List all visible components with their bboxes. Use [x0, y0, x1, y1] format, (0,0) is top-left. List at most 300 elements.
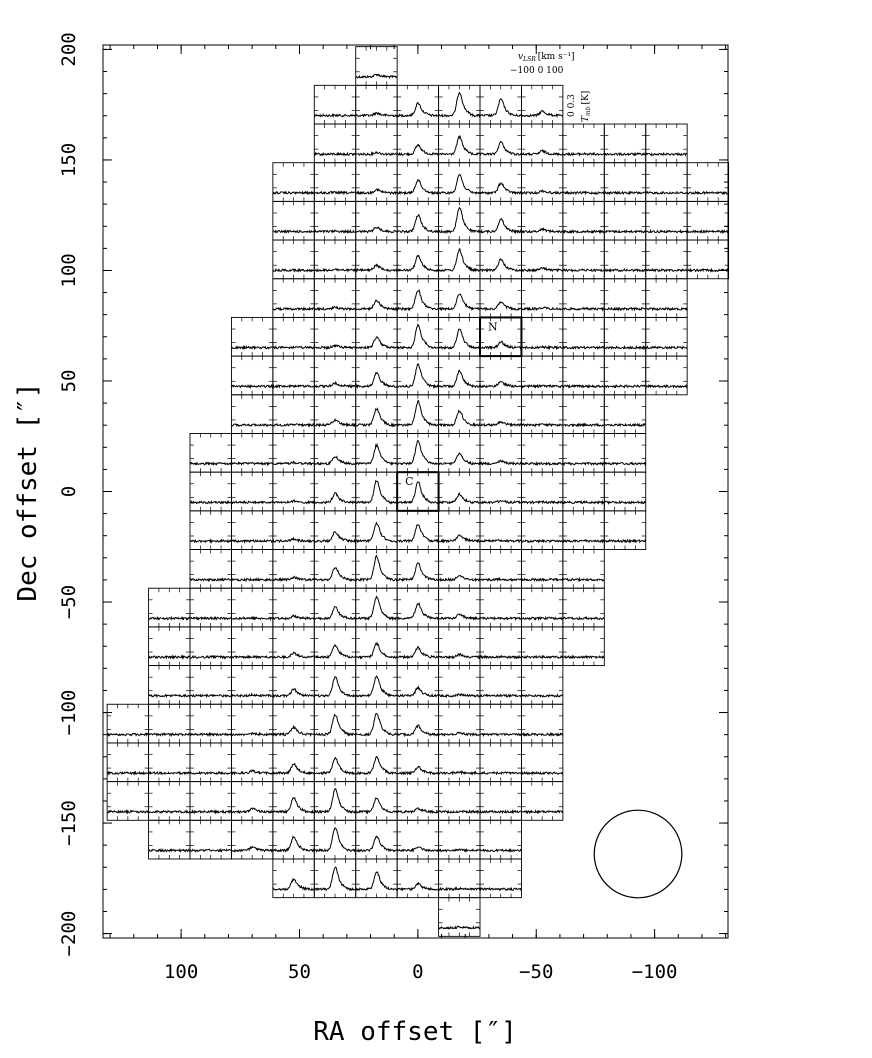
tmb-tick-labels: 0 0.3	[567, 94, 577, 117]
spectrum-panel-frame	[190, 550, 231, 589]
spectrum-line	[314, 867, 355, 890]
spectrum-panel-frame	[563, 356, 604, 395]
spectrum-line	[190, 463, 231, 465]
spectrum-line	[563, 579, 604, 581]
spectrum-panel-frame	[480, 279, 521, 318]
spectrum-panel-frame	[314, 356, 355, 395]
spectrum-panel-frame	[190, 782, 231, 821]
spectrum-panel-frame	[604, 472, 645, 511]
spectrum-line	[231, 733, 273, 736]
spectrum-panel	[397, 472, 438, 511]
spectrum-panel	[646, 356, 688, 395]
spectrum-panel-frame	[397, 859, 438, 898]
spectrum-line	[439, 175, 480, 194]
spectrum-panel	[314, 704, 355, 743]
spectrum-panel	[231, 704, 273, 743]
spectrum-panel-frame	[687, 240, 728, 279]
spectrum-line	[480, 382, 521, 388]
spectrum-panel	[356, 240, 398, 279]
spectrum-line	[439, 614, 480, 619]
y-tick-label: −150	[58, 800, 80, 846]
spectrum-line	[563, 385, 604, 387]
spectrum-line	[190, 772, 231, 774]
spectrum-panel-frame	[563, 511, 604, 550]
spectrum-panel-frame	[521, 666, 562, 705]
spectrum-line	[480, 540, 521, 543]
spectrum-panel-frame	[439, 550, 480, 589]
spectrum-panel	[397, 201, 438, 240]
spectrum-panel	[397, 433, 438, 472]
spectrum-panel	[314, 859, 355, 898]
spectrum-line	[521, 733, 563, 735]
x-tick-label: −50	[519, 961, 554, 983]
spectrum-panel	[314, 433, 355, 472]
spectrum-panel-frame	[314, 317, 355, 356]
spectrum-panel-frame	[356, 47, 397, 86]
spectrum-panel	[314, 627, 355, 666]
spectrum-panel-frame	[397, 279, 438, 318]
y-tick-label: −200	[58, 910, 80, 957]
spectrum-panel-frame	[314, 782, 355, 821]
spectrum-panel-frame	[273, 859, 314, 898]
spectrum-line	[314, 230, 355, 233]
spectrum-line	[397, 603, 438, 619]
spectrum-panel-frame	[356, 433, 397, 472]
spectrum-line	[273, 615, 314, 619]
spectrum-line	[521, 695, 563, 697]
spectrum-line	[356, 152, 398, 155]
spectrum-panel-frame	[190, 627, 231, 666]
spectrum-panel	[314, 124, 355, 163]
spectrum-panel-frame	[231, 433, 272, 472]
spectrum-line	[356, 643, 398, 658]
spectrum-panel	[480, 163, 521, 202]
spectrum-panel-frame	[273, 395, 314, 434]
spectrum-panel-frame	[397, 511, 438, 550]
spectrum-line	[480, 888, 521, 890]
spectrum-panel-frame	[397, 163, 438, 202]
spectrum-panel-frame	[314, 124, 355, 163]
spectrum-panel-frame	[149, 627, 190, 666]
spectrum-panel	[687, 201, 728, 240]
spectrum-line	[107, 811, 149, 813]
spectrum-panel-frame	[521, 317, 562, 356]
spectrum-panel	[521, 550, 563, 589]
spectrum-line	[231, 579, 273, 581]
spectrum-panel	[439, 201, 480, 240]
spectrum-panel	[314, 240, 355, 279]
spectrum-panel	[521, 279, 563, 318]
spectrum-panel-frame	[480, 511, 521, 550]
spectrum-line	[356, 836, 398, 851]
spectrum-line	[563, 347, 604, 349]
spectrum-panel-frame	[480, 201, 521, 240]
spectrum-panel	[149, 782, 190, 821]
spectrum-line	[439, 136, 480, 155]
spectrum-line	[314, 645, 355, 658]
spectrum-panel	[273, 550, 314, 589]
spectrum-panel	[439, 627, 480, 666]
spectrum-panel-frame	[107, 704, 148, 743]
spectrum-line	[439, 771, 480, 774]
spectrum-line	[190, 501, 231, 503]
spectrum-panel-frame	[273, 743, 314, 782]
spectrum-panel-frame	[604, 124, 645, 163]
spectrum-panel	[356, 550, 398, 589]
spectrum-line	[314, 345, 355, 349]
spectrum-panel-frame	[314, 666, 355, 705]
spectrum-panel-frame	[397, 782, 438, 821]
spectrum-line	[149, 617, 190, 619]
spectrum-panel-frame	[563, 550, 604, 589]
spectrum-panel-frame	[521, 704, 562, 743]
spectrum-panel-frame	[314, 85, 355, 124]
spectrum-panel	[314, 743, 355, 782]
spectrum-panel-frame	[604, 511, 645, 550]
spectrum-line	[231, 501, 273, 503]
spectrum-panel	[521, 240, 563, 279]
spectrum-panel	[521, 85, 563, 124]
spectrum-panel-frame	[439, 163, 480, 202]
spectrum-panel-frame	[563, 163, 604, 202]
spectrum-line	[273, 652, 314, 658]
spectrum-panel	[356, 47, 398, 86]
spectrum-panel-frame	[149, 820, 190, 859]
spectrum-panel	[687, 240, 728, 279]
spectrum-panel	[521, 356, 563, 395]
spectrum-panel	[231, 511, 273, 550]
spectrum-line	[397, 766, 438, 774]
spectrum-line	[397, 525, 438, 542]
spectrum-panel-frame	[480, 395, 521, 434]
highlight-label: N	[488, 320, 498, 334]
spectrum-panel-frame	[190, 511, 231, 550]
spectrum-panel	[107, 704, 149, 743]
spectrum-panel	[190, 666, 231, 705]
spectrum-panel-frame	[480, 704, 521, 743]
spectrum-panel-frame	[687, 201, 728, 240]
spectrum-panel	[439, 550, 480, 589]
spectrum-panel	[563, 124, 604, 163]
spectrum-panel-frame	[314, 279, 355, 318]
spectrum-line	[273, 798, 314, 813]
spectrum-panel-frame	[314, 472, 355, 511]
spectrum-line	[397, 401, 438, 426]
spectrum-line	[480, 422, 521, 426]
spectrum-panel	[439, 704, 480, 743]
spectrum-line	[231, 424, 273, 426]
spectrum-panel-frame	[356, 588, 397, 627]
spectrum-panel-frame	[563, 317, 604, 356]
spectrum-line	[439, 535, 480, 542]
spectrum-panel	[521, 472, 563, 511]
spectrum-line	[646, 192, 688, 194]
spectrum-panel-frame	[397, 356, 438, 395]
spectrum-line	[480, 183, 521, 194]
spectrum-panel	[480, 85, 521, 124]
spectrum-line	[687, 231, 728, 233]
spectrum-line	[646, 269, 688, 271]
spectrum-panel	[480, 743, 521, 782]
spectrum-panel-frame	[190, 588, 231, 627]
spectrum-line	[356, 189, 398, 194]
spectrum-panel	[439, 85, 480, 124]
spectrum-line	[314, 419, 355, 426]
spectrum-panel	[231, 433, 273, 472]
spectrum-panel-frame	[604, 240, 645, 279]
spectrum-panel-frame	[397, 124, 438, 163]
spectrum-panel	[439, 279, 480, 318]
spectrum-panel	[563, 163, 604, 202]
spectrum-line	[273, 424, 314, 426]
spectrum-panel	[439, 124, 480, 163]
spectrum-panel	[273, 433, 314, 472]
spectrum-line	[231, 694, 273, 697]
spectrum-panel-frame	[521, 240, 562, 279]
spectrum-panel-frame	[480, 782, 521, 821]
spectrum-panel	[273, 356, 314, 395]
spectrum-panel	[273, 859, 314, 898]
spectrum-panel	[273, 666, 314, 705]
spectrum-panel	[439, 395, 480, 434]
spectrum-line	[397, 687, 438, 697]
spectrum-panel-frame	[480, 743, 521, 782]
spectrum-panel	[190, 820, 231, 859]
spectrum-line	[397, 180, 438, 194]
spectrum-panel	[149, 627, 190, 666]
spectrum-panel	[149, 743, 190, 782]
spectrum-panel	[314, 820, 355, 859]
spectrum-panel-frame	[314, 859, 355, 898]
spectrum-line	[563, 192, 604, 194]
spectrum-panel-frame	[439, 859, 480, 898]
spectrum-panel	[439, 666, 480, 705]
spectrum-panel-frame	[231, 666, 272, 705]
spectrum-panel	[356, 704, 398, 743]
spectrum-panel-frame	[646, 317, 687, 356]
spectrum-line	[314, 828, 355, 852]
spectrum-line	[480, 578, 521, 580]
spectrum-line	[149, 772, 190, 774]
spectrum-line	[314, 382, 355, 387]
spectrum-panel	[231, 588, 273, 627]
spectrum-line	[397, 324, 438, 348]
spectrum-panel-frame	[439, 472, 480, 511]
spectrum-panel	[521, 704, 563, 743]
x-tick-label: 50	[288, 961, 311, 983]
highlighted-positions	[397, 317, 521, 510]
spectrum-panel-frame	[480, 124, 521, 163]
spectrum-panel-frame	[439, 666, 480, 705]
spectrum-line	[231, 770, 273, 774]
spectrum-line	[563, 656, 604, 658]
y-tick-label: −100	[58, 689, 80, 736]
spectrum-panel-frame	[480, 859, 521, 898]
spectrum-panel	[480, 472, 521, 511]
spectrum-panel	[356, 201, 398, 240]
spectrum-panel-frame	[356, 820, 397, 859]
spectrum-panel	[439, 743, 480, 782]
spectrum-panel	[604, 279, 645, 318]
spectrum-panel-frame	[439, 627, 480, 666]
highlight-box	[480, 317, 521, 356]
spectrum-panel-frame	[480, 163, 521, 202]
spectrum-panel	[273, 472, 314, 511]
spectrum-line	[480, 695, 521, 697]
spectrum-line	[480, 617, 521, 619]
x-axis-title: RA offset [″]	[313, 1017, 517, 1047]
spectrum-line	[604, 269, 645, 271]
spectrum-panel-frame	[604, 317, 645, 356]
spectrum-line	[646, 385, 688, 387]
spectrum-panel	[604, 356, 645, 395]
spectrum-line	[646, 153, 688, 155]
spectrum-panel	[231, 550, 273, 589]
spectrum-line	[231, 463, 273, 465]
spectrum-panel-frame	[604, 356, 645, 395]
spectrum-panel	[439, 317, 480, 356]
spectrum-panel-frame	[356, 782, 397, 821]
spectrum-line	[521, 190, 563, 194]
spectrum-panel	[563, 279, 604, 318]
spectrum-panel	[231, 472, 273, 511]
spectrum-panel-frame	[397, 666, 438, 705]
spectrum-line	[314, 715, 355, 736]
spectrum-panel-frame	[397, 85, 438, 124]
spectrum-line	[563, 424, 604, 426]
spectrum-line	[439, 654, 480, 659]
spectrum-panel	[231, 395, 273, 434]
spectrum-line	[521, 811, 563, 813]
spectrum-panel	[314, 85, 355, 124]
spectrum-panel	[563, 550, 604, 589]
spectrum-panel	[107, 743, 149, 782]
spectrum-panel	[190, 472, 231, 511]
spectrum-panel-frame	[563, 433, 604, 472]
spectrum-panel-frame	[149, 743, 190, 782]
spectrum-panel	[604, 433, 645, 472]
spectrum-panel	[231, 743, 273, 782]
spectrum-panel-frame	[356, 859, 397, 898]
spectrum-line	[273, 269, 314, 271]
spectrum-line	[397, 808, 438, 813]
spectrum-line	[314, 269, 355, 272]
spectrum-panel-frame	[273, 240, 314, 279]
spectrum-panel-frame	[231, 588, 272, 627]
spectrum-panel-frame	[149, 666, 190, 705]
spectrum-panel	[356, 782, 398, 821]
spectrum-panel-frame	[107, 782, 148, 821]
spectrum-panel	[273, 317, 314, 356]
spectrum-panel	[190, 743, 231, 782]
spectrum-panel	[521, 317, 563, 356]
spectrum-line	[314, 758, 355, 775]
spectrum-panel	[273, 201, 314, 240]
spectrum-line	[521, 617, 563, 619]
spectrum-panel-frame	[397, 317, 438, 356]
spectrum-panel	[356, 588, 398, 627]
spectrum-line	[521, 229, 563, 233]
spectrum-panel-frame	[480, 85, 521, 124]
spectrum-panel	[397, 859, 438, 898]
spectrum-line	[273, 385, 314, 387]
spectrum-line	[231, 808, 273, 813]
spectrum-panel-frame	[563, 395, 604, 434]
spectrum-line	[397, 103, 438, 117]
spectrum-panel-frame	[646, 201, 687, 240]
spectrum-line	[397, 145, 438, 155]
spectrum-line	[356, 227, 398, 232]
spectrum-line	[480, 772, 521, 774]
spectrum-panel-frame	[604, 395, 645, 434]
spectrum-panel	[190, 782, 231, 821]
spectrum-panel-frame	[687, 163, 728, 202]
spectrum-line	[604, 385, 645, 387]
spectrum-line	[231, 617, 273, 619]
spectrum-panel-frame	[521, 395, 562, 434]
spectrum-panel-frame	[563, 124, 604, 163]
spectrum-panel	[273, 743, 314, 782]
spectrum-panel-frame	[273, 820, 314, 859]
spectrum-line	[604, 424, 645, 426]
spectrum-panel	[480, 279, 521, 318]
spectrum-panel	[397, 743, 438, 782]
spectrum-panel-frame	[149, 782, 190, 821]
spectrum-panel-frame	[314, 201, 355, 240]
spectrum-panel-frame	[563, 240, 604, 279]
spectrum-panel-frame	[563, 279, 604, 318]
spectrum-line	[273, 347, 314, 349]
spectrum-panel-frame	[521, 163, 562, 202]
spectrum-panel-frame	[356, 704, 397, 743]
spectrum-line	[314, 532, 355, 543]
spectrum-panel	[480, 124, 521, 163]
spectrum-panel	[314, 472, 355, 511]
spectrum-line	[563, 153, 604, 155]
spectrum-line	[190, 579, 231, 581]
spectrum-line	[439, 411, 480, 426]
spectrum-line	[356, 373, 398, 388]
spectrum-panel	[231, 356, 273, 395]
spectrum-line	[563, 540, 604, 542]
spectrum-panel	[563, 356, 604, 395]
spectrum-line	[149, 849, 190, 851]
spectrum-panel	[356, 163, 398, 202]
spectrum-line	[521, 501, 563, 503]
spectrum-panel-frame	[521, 124, 562, 163]
spectrum-panel	[480, 820, 521, 859]
spectrum-panel-frame	[273, 704, 314, 743]
spectrum-panel-frame	[314, 588, 355, 627]
spectrum-panel-frame	[149, 588, 190, 627]
spectrum-panel-frame	[314, 743, 355, 782]
spectrum-panel	[439, 588, 480, 627]
spectrum-panel	[314, 782, 355, 821]
spectrum-line	[439, 694, 480, 697]
spectrum-panel	[397, 511, 438, 550]
spectrum-panel-frame	[273, 666, 314, 705]
y-axis-title: Dec offset [″]	[13, 382, 43, 602]
spectrum-panel	[356, 627, 398, 666]
spectrum-line	[273, 192, 314, 194]
spectrum-panel-frame	[273, 511, 314, 550]
spectrum-line	[563, 617, 604, 619]
x-tick-label: −100	[631, 961, 678, 983]
spectrum-panel	[356, 511, 398, 550]
spectrum-panel	[687, 163, 728, 202]
spectrum-panel	[646, 240, 688, 279]
spectrum-panel-frame	[190, 666, 231, 705]
